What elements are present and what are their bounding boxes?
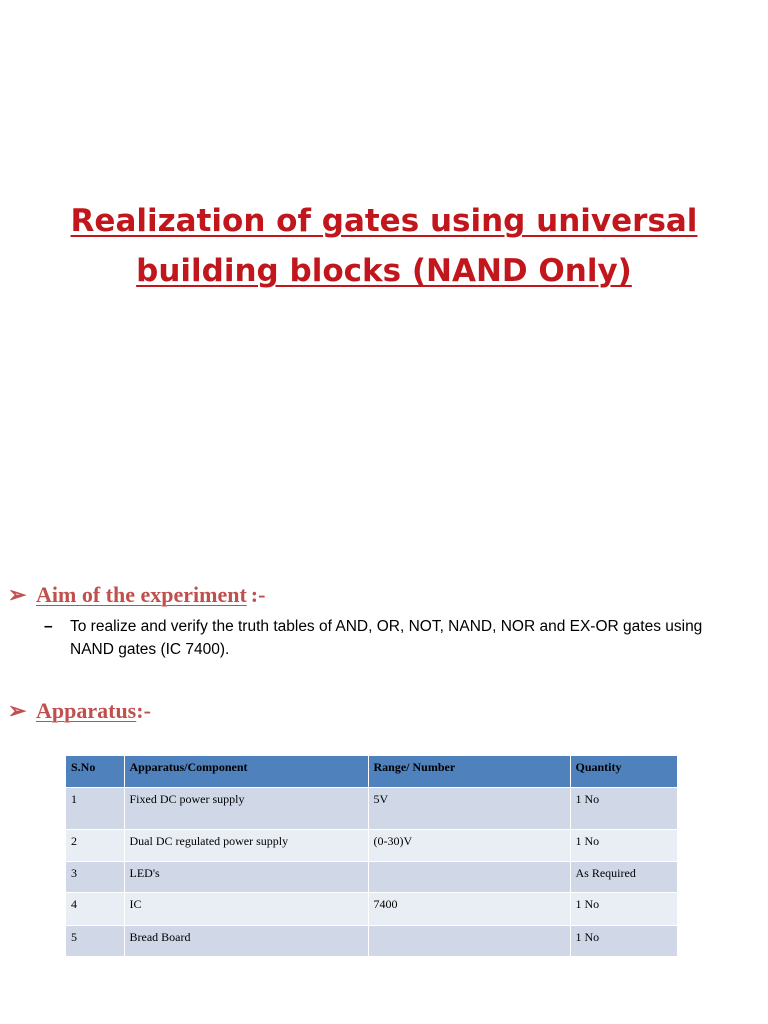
title-line-2: building blocks (NAND Only) xyxy=(136,253,632,289)
aim-heading-suffix: :- xyxy=(250,582,266,607)
table-header-row xyxy=(66,756,677,788)
header-apparatus: Apparatus/Component xyxy=(124,756,368,788)
cell-quantity: 1 No xyxy=(570,788,677,830)
aim-text: To realize and verify the truth tables of AND, OR, NOT, NAND, NOR and EX-OR gates using NAND gates (IC 7400). xyxy=(70,618,703,658)
apparatus-heading: Apparatus xyxy=(36,698,137,723)
cell-quantity: 1 No xyxy=(570,893,677,926)
cell-sno: 5 xyxy=(66,926,124,957)
cell-sno: 1 xyxy=(66,788,124,830)
cell-apparatus: IC xyxy=(124,893,368,926)
page-title xyxy=(0,196,768,296)
cell-apparatus: Dual DC regulated power supply xyxy=(124,830,368,862)
cell-apparatus: Bread Board xyxy=(124,926,368,957)
cell-sno: 2 xyxy=(66,830,124,862)
aim-heading-row xyxy=(8,582,265,608)
cell-apparatus: LED's xyxy=(124,862,368,893)
cell-range xyxy=(368,926,570,957)
title-line-1: Realization of gates using universal xyxy=(70,203,698,239)
cell-apparatus: Fixed DC power supply xyxy=(124,788,368,830)
cell-range: (0-30)V xyxy=(368,830,570,862)
cell-quantity: 1 No xyxy=(570,926,677,957)
apparatus-heading-suffix: :- xyxy=(136,698,151,723)
cell-range: 7400 xyxy=(368,893,570,926)
dash-bullet-icon: – xyxy=(44,618,53,635)
aim-text-item xyxy=(44,615,744,661)
table-row xyxy=(66,862,677,893)
arrow-bullet-icon: ➢ xyxy=(8,582,27,607)
aim-heading: Aim of the experiment xyxy=(36,582,247,607)
cell-range xyxy=(368,862,570,893)
header-sno: S.No xyxy=(66,756,124,788)
header-range: Range/ Number xyxy=(368,756,570,788)
arrow-bullet-icon: ➢ xyxy=(8,698,27,723)
cell-sno: 3 xyxy=(66,862,124,893)
table-row xyxy=(66,893,677,926)
table-row xyxy=(66,830,677,862)
apparatus-table xyxy=(66,756,677,957)
header-quantity: Quantity xyxy=(570,756,677,788)
cell-sno: 4 xyxy=(66,893,124,926)
table-row xyxy=(66,926,677,957)
cell-quantity: As Required xyxy=(570,862,677,893)
apparatus-heading-row xyxy=(8,698,151,724)
cell-quantity: 1 No xyxy=(570,830,677,862)
cell-range: 5V xyxy=(368,788,570,830)
table-row xyxy=(66,788,677,830)
